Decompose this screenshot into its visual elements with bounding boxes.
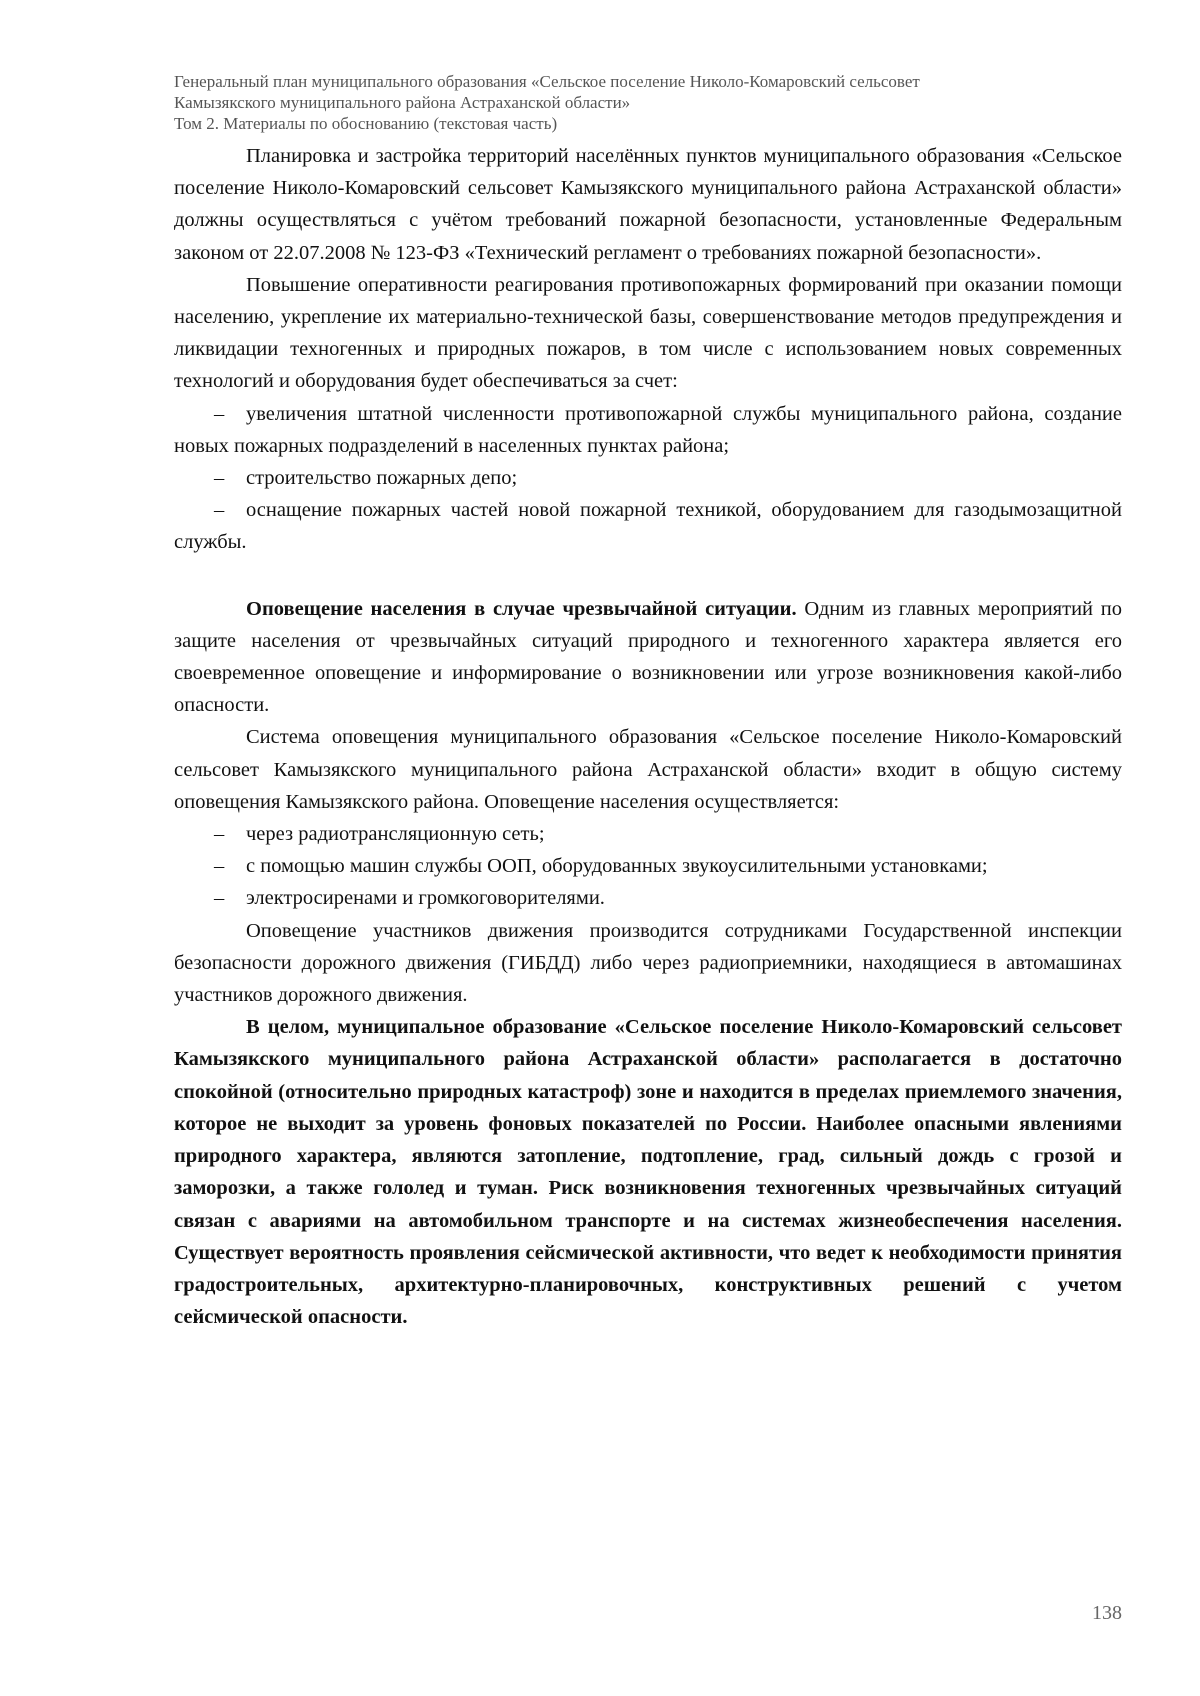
list-item-text: оснащение пожарных частей новой пожарной техникой, оборудованием для газодымозащитной службы. <box>174 499 1122 554</box>
list-item <box>174 850 1122 882</box>
dash-marker: – <box>214 855 225 878</box>
dash-marker: – <box>214 467 225 490</box>
page-number: 138 <box>1092 1602 1122 1624</box>
list-item <box>174 398 1122 462</box>
dash-marker: – <box>214 499 225 522</box>
list-item <box>174 462 1122 494</box>
header-line-1: Генеральный план муниципального образования «Сельское поселение Николо-Комаровский сельсовет <box>174 72 920 91</box>
paragraph-traffic-warning: Оповещение участников движения производится сотрудниками Государственной инспекции безопасности дорожного движения (ГИБДД) либо через радиоприемники, находящиеся в автомашинах участников дорожного движения. <box>174 919 1122 1007</box>
list-item <box>174 818 1122 850</box>
running-header <box>174 71 1122 134</box>
paragraph-population-warning <box>174 593 1122 722</box>
dash-marker: – <box>214 402 225 425</box>
list-item-text: с помощью машин службы ООП, оборудованных звукоусилительными установками; <box>246 855 988 878</box>
header-line-3: Том 2. Материалы по обоснованию (текстовая часть) <box>174 114 558 133</box>
paragraph-spacer <box>174 559 1122 593</box>
list-item <box>174 882 1122 914</box>
list-item-text: строительство пожарных депо; <box>246 467 518 490</box>
paragraph-fire-response-improvement: Повышение оперативности реагирования противопожарных формирований при оказании помощи населению, укрепление их материально-технической базы, совершенствование методов предупреждения и ликвидации техногенных и природных пожаров, в том числе с использованием новых современных технологий и оборудования будет обеспечиваться за счет: <box>174 273 1122 393</box>
paragraph-warning-system: Система оповещения муниципального образования «Сельское поселение Николо-Комаровский сельсовет Камызякского муниципального района Астраханской области» входит в общую систему оповещения Камызякского района. Оповещение населения осуществляется: <box>174 726 1122 813</box>
list-item-text: увеличения штатной численности противопожарной службы муниципального района, создание новых пожарных подразделений в населенных пунктах района; <box>174 402 1122 457</box>
dash-marker: – <box>214 887 225 910</box>
paragraph-conclusion: В целом, муниципальное образование «Сельское поселение Николо-Комаровский сельсовет Камызякского муниципального района Астраханской области» располагается в достаточно спокойной (относительно природных катастроф) зоне и находится в пределах приемлемого значения, которое не выходит за уровень фоновых показателей по России. Наиболее опасными явлениями природного характера, являются затопление, подтопление, град, сильный дождь с грозой и заморозки, а также гололед и туман. Риск возникновения техногенных чрезвычайных ситуаций связан с авариями на автомобильном транспорте и на системах жизнеобеспечения населения. Существует вероятность проявления сейсмической активности, что ведет к необходимости принятия градостроительных, архитектурно-планировочных, конструктивных решений с учетом сейсмической опасности. <box>174 1016 1122 1329</box>
paragraph-text: Одним из главных мероприятий по защите населения от чрезвычайных ситуаций природного и техногенного характера является его своевременное оповещение и информирование о возникновении или угрозе возникновения какой-либо опасности. <box>174 597 1122 717</box>
header-line-2: Камызякского муниципального района Астраханской области» <box>174 93 631 112</box>
list-item-text: электросиренами и громкоговорителями. <box>246 887 605 910</box>
paragraph-fire-safety-planning: Планировка и застройка территорий населённых пунктов муниципального образования «Сельское поселение Николо-Комаровский сельсовет Камызякского муниципального района Астраханской области» должны осуществляться с учётом требований пожарной безопасности, установленные Федеральным законом от 22.07.2008 № 123-ФЗ «Технический регламент о требованиях пожарной безопасности». <box>174 145 1122 264</box>
section-heading-warning: Оповещение населения в случае чрезвычайной ситуации. <box>246 597 797 620</box>
list-item-text: через радиотрансляционную сеть; <box>246 823 545 846</box>
list-item <box>174 494 1122 558</box>
document-body <box>174 140 1122 1333</box>
dash-marker: – <box>214 823 225 846</box>
